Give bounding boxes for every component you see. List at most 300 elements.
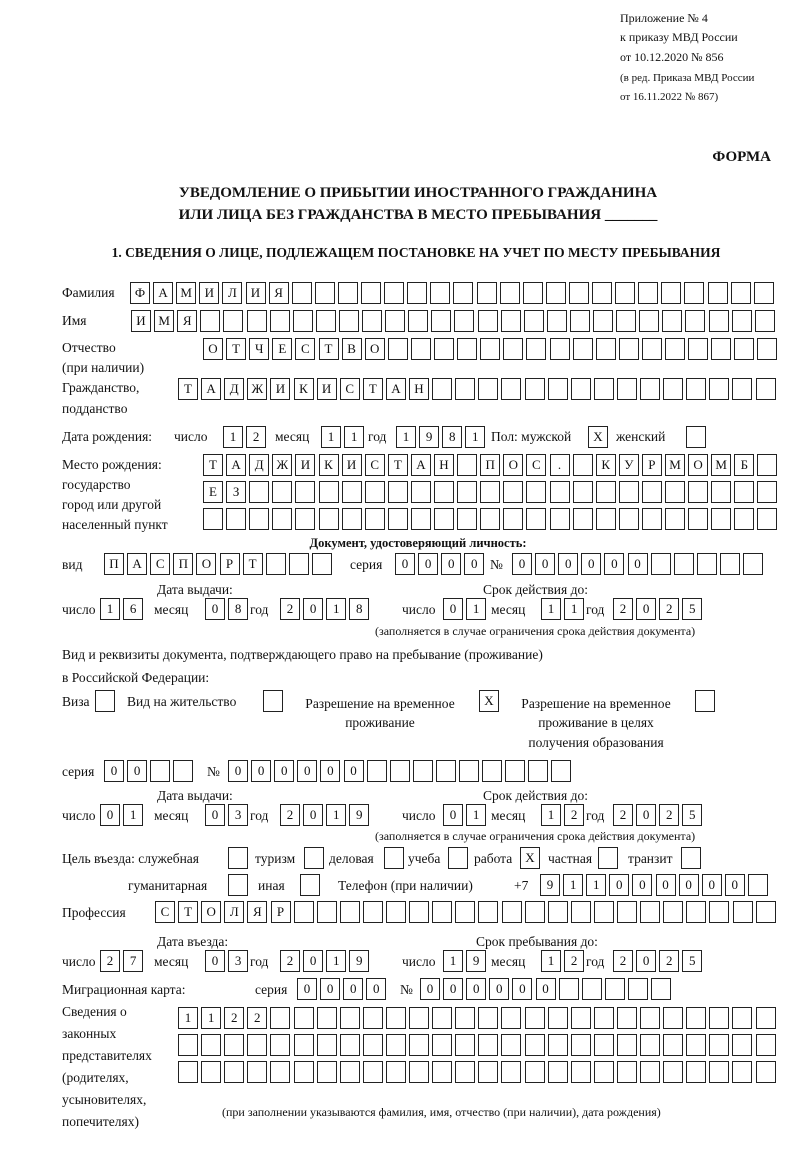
- cell-profession[interactable]: [502, 901, 522, 923]
- cell-stay-series[interactable]: [173, 760, 193, 782]
- cell-reps-2[interactable]: [732, 1034, 752, 1056]
- cell-phone[interactable]: 1: [586, 874, 606, 896]
- cell-mig-number[interactable]: 0: [466, 978, 486, 1000]
- cell-name[interactable]: [709, 310, 729, 332]
- cell-entry-year[interactable]: 2: [280, 950, 300, 972]
- cell-name[interactable]: [454, 310, 474, 332]
- cell-birth-place-3[interactable]: [249, 508, 269, 530]
- cell-citizenship[interactable]: [571, 378, 591, 400]
- cell-name[interactable]: [662, 310, 682, 332]
- checkbox-purpose-humanitarian[interactable]: [228, 874, 248, 896]
- cell-patronymic[interactable]: Т: [319, 338, 339, 360]
- cell-stay-number[interactable]: 0: [297, 760, 317, 782]
- cell-name[interactable]: [547, 310, 567, 332]
- cell-birth-place-3[interactable]: [319, 508, 339, 530]
- cell-stay-issue-day[interactable]: 0: [100, 804, 120, 826]
- cell-reps-1[interactable]: [548, 1007, 568, 1029]
- cell-surname[interactable]: [384, 282, 404, 304]
- cell-profession[interactable]: Р: [271, 901, 291, 923]
- cell-reps-3[interactable]: [432, 1061, 452, 1083]
- cell-surname[interactable]: [546, 282, 566, 304]
- cell-name[interactable]: [570, 310, 590, 332]
- cell-reps-3[interactable]: [224, 1061, 244, 1083]
- cell-birth-place-2[interactable]: [503, 481, 523, 503]
- cell-patronymic[interactable]: В: [342, 338, 362, 360]
- cell-birth-place-3[interactable]: [596, 508, 616, 530]
- cell-id-kind[interactable]: П: [104, 553, 124, 575]
- cell-phone[interactable]: 0: [632, 874, 652, 896]
- cell-citizenship[interactable]: А: [386, 378, 406, 400]
- cell-reps-2[interactable]: [432, 1034, 452, 1056]
- cell-stay-until-year[interactable]: 2: [613, 950, 633, 972]
- cell-reps-3[interactable]: [247, 1061, 267, 1083]
- cell-id-valid-year[interactable]: 2: [659, 598, 679, 620]
- cell-birth-place-2[interactable]: [734, 481, 754, 503]
- cell-citizenship[interactable]: [594, 378, 614, 400]
- cell-birth-place-1[interactable]: Б: [734, 454, 754, 476]
- cell-citizenship[interactable]: [640, 378, 660, 400]
- cell-surname[interactable]: [338, 282, 358, 304]
- cell-reps-1[interactable]: [478, 1007, 498, 1029]
- cell-profession[interactable]: [733, 901, 753, 923]
- cell-reps-2[interactable]: [455, 1034, 475, 1056]
- cell-patronymic[interactable]: [665, 338, 685, 360]
- cell-name[interactable]: [200, 310, 220, 332]
- cell-profession[interactable]: [640, 901, 660, 923]
- cell-id-kind[interactable]: [312, 553, 332, 575]
- cell-surname[interactable]: И: [246, 282, 266, 304]
- cell-reps-1[interactable]: [363, 1007, 383, 1029]
- cell-profession[interactable]: [294, 901, 314, 923]
- cell-id-valid-year[interactable]: 5: [682, 598, 702, 620]
- cell-birth-month[interactable]: 1: [321, 426, 341, 448]
- cell-id-issue-month[interactable]: 0: [205, 598, 225, 620]
- cell-patronymic[interactable]: [573, 338, 593, 360]
- cell-birth-place-1[interactable]: О: [688, 454, 708, 476]
- cell-reps-3[interactable]: [340, 1061, 360, 1083]
- cell-reps-3[interactable]: [548, 1061, 568, 1083]
- cell-birth-place-1[interactable]: О: [503, 454, 523, 476]
- cell-stay-number[interactable]: 0: [274, 760, 294, 782]
- cell-birth-place-1[interactable]: У: [619, 454, 639, 476]
- cell-phone[interactable]: 0: [656, 874, 676, 896]
- cell-surname[interactable]: Я: [269, 282, 289, 304]
- cell-birth-place-2[interactable]: [434, 481, 454, 503]
- cell-stay-number[interactable]: 0: [344, 760, 364, 782]
- cell-stay-valid-year[interactable]: 5: [682, 804, 702, 826]
- cell-birth-place-3[interactable]: [619, 508, 639, 530]
- cell-reps-1[interactable]: [317, 1007, 337, 1029]
- cell-reps-3[interactable]: [201, 1061, 221, 1083]
- cell-name[interactable]: [616, 310, 636, 332]
- cell-reps-1[interactable]: 1: [201, 1007, 221, 1029]
- cell-birth-place-3[interactable]: [734, 508, 754, 530]
- cell-reps-3[interactable]: [640, 1061, 660, 1083]
- cell-patronymic[interactable]: [503, 338, 523, 360]
- cell-birth-place-3[interactable]: [434, 508, 454, 530]
- cell-id-valid-day[interactable]: 1: [466, 598, 486, 620]
- cell-surname[interactable]: [731, 282, 751, 304]
- cell-reps-2[interactable]: [548, 1034, 568, 1056]
- cell-name[interactable]: [270, 310, 290, 332]
- cell-birth-place-3[interactable]: [573, 508, 593, 530]
- cell-profession[interactable]: Я: [247, 901, 267, 923]
- cell-patronymic[interactable]: [434, 338, 454, 360]
- cell-citizenship[interactable]: [709, 378, 729, 400]
- cell-name[interactable]: [385, 310, 405, 332]
- cell-patronymic[interactable]: Е: [272, 338, 292, 360]
- cell-id-valid-year[interactable]: 2: [613, 598, 633, 620]
- cell-stay-number[interactable]: [390, 760, 410, 782]
- cell-stay-number[interactable]: [459, 760, 479, 782]
- cell-id-number[interactable]: [674, 553, 694, 575]
- cell-id-issue-year[interactable]: 2: [280, 598, 300, 620]
- cell-birth-day[interactable]: 1: [223, 426, 243, 448]
- cell-reps-3[interactable]: [501, 1061, 521, 1083]
- cell-id-kind[interactable]: [266, 553, 286, 575]
- cell-patronymic[interactable]: О: [203, 338, 223, 360]
- cell-mig-series[interactable]: 0: [366, 978, 386, 1000]
- cell-birth-place-2[interactable]: [596, 481, 616, 503]
- cell-birth-place-1[interactable]: Ж: [272, 454, 292, 476]
- cell-citizenship[interactable]: [501, 378, 521, 400]
- cell-birth-place-1[interactable]: И: [342, 454, 362, 476]
- cell-id-number[interactable]: 0: [581, 553, 601, 575]
- cell-reps-3[interactable]: [317, 1061, 337, 1083]
- cell-birth-place-1[interactable]: П: [480, 454, 500, 476]
- cell-id-valid-month[interactable]: 1: [564, 598, 584, 620]
- cell-surname[interactable]: [661, 282, 681, 304]
- cell-birth-year[interactable]: 1: [396, 426, 416, 448]
- cell-reps-1[interactable]: [409, 1007, 429, 1029]
- cell-profession[interactable]: [455, 901, 475, 923]
- cell-birth-place-1[interactable]: Т: [388, 454, 408, 476]
- cell-reps-2[interactable]: [270, 1034, 290, 1056]
- cell-surname[interactable]: [615, 282, 635, 304]
- cell-mig-number[interactable]: 0: [420, 978, 440, 1000]
- cell-mig-number[interactable]: [559, 978, 579, 1000]
- cell-birth-place-2[interactable]: [665, 481, 685, 503]
- cell-birth-place-2[interactable]: [619, 481, 639, 503]
- cell-id-issue-month[interactable]: 8: [228, 598, 248, 620]
- cell-name[interactable]: [524, 310, 544, 332]
- cell-citizenship[interactable]: И: [270, 378, 290, 400]
- cell-id-kind[interactable]: С: [150, 553, 170, 575]
- checkbox-temp-residence-edu[interactable]: [695, 690, 715, 712]
- cell-id-series[interactable]: 0: [395, 553, 415, 575]
- cell-stay-issue-month[interactable]: 3: [228, 804, 248, 826]
- cell-citizenship[interactable]: [455, 378, 475, 400]
- cell-id-kind[interactable]: Р: [220, 553, 240, 575]
- cell-stay-number[interactable]: 0: [320, 760, 340, 782]
- cell-name[interactable]: [593, 310, 613, 332]
- cell-reps-1[interactable]: [756, 1007, 776, 1029]
- cell-citizenship[interactable]: [732, 378, 752, 400]
- cell-birth-place-1[interactable]: [573, 454, 593, 476]
- cell-surname[interactable]: [708, 282, 728, 304]
- cell-citizenship[interactable]: Н: [409, 378, 429, 400]
- cell-stay-until-month[interactable]: 1: [541, 950, 561, 972]
- cell-reps-1[interactable]: [732, 1007, 752, 1029]
- cell-birth-place-2[interactable]: [711, 481, 731, 503]
- cell-profession[interactable]: [363, 901, 383, 923]
- cell-citizenship[interactable]: [617, 378, 637, 400]
- cell-stay-series[interactable]: 0: [127, 760, 147, 782]
- cell-profession[interactable]: [686, 901, 706, 923]
- cell-stay-valid-year[interactable]: 0: [636, 804, 656, 826]
- cell-entry-day[interactable]: 7: [123, 950, 143, 972]
- cell-reps-2[interactable]: [686, 1034, 706, 1056]
- cell-birth-place-1[interactable]: Р: [642, 454, 662, 476]
- cell-surname[interactable]: [292, 282, 312, 304]
- cell-birth-place-1[interactable]: Т: [203, 454, 223, 476]
- cell-surname[interactable]: [638, 282, 658, 304]
- cell-reps-1[interactable]: [709, 1007, 729, 1029]
- cell-surname[interactable]: Л: [222, 282, 242, 304]
- cell-birth-place-2[interactable]: З: [226, 481, 246, 503]
- checkbox-purpose-transit[interactable]: [681, 847, 701, 869]
- cell-id-kind[interactable]: [289, 553, 309, 575]
- cell-profession[interactable]: [571, 901, 591, 923]
- checkbox-temp-residence[interactable]: X: [479, 690, 499, 712]
- cell-stay-number[interactable]: [505, 760, 525, 782]
- cell-birth-day[interactable]: 2: [246, 426, 266, 448]
- cell-stay-until-year[interactable]: 2: [659, 950, 679, 972]
- cell-profession[interactable]: [386, 901, 406, 923]
- cell-stay-issue-year[interactable]: 9: [349, 804, 369, 826]
- cell-birth-place-3[interactable]: [480, 508, 500, 530]
- cell-surname[interactable]: [569, 282, 589, 304]
- cell-birth-place-3[interactable]: [272, 508, 292, 530]
- cell-reps-1[interactable]: [525, 1007, 545, 1029]
- cell-birth-place-1[interactable]: М: [711, 454, 731, 476]
- cell-stay-series[interactable]: 0: [104, 760, 124, 782]
- cell-patronymic[interactable]: [411, 338, 431, 360]
- cell-citizenship[interactable]: [432, 378, 452, 400]
- cell-reps-2[interactable]: [617, 1034, 637, 1056]
- cell-surname[interactable]: [407, 282, 427, 304]
- cell-name[interactable]: Я: [177, 310, 197, 332]
- cell-profession[interactable]: Л: [224, 901, 244, 923]
- cell-name[interactable]: [362, 310, 382, 332]
- cell-stay-valid-month[interactable]: 2: [564, 804, 584, 826]
- cell-birth-place-3[interactable]: [711, 508, 731, 530]
- cell-id-issue-day[interactable]: 1: [100, 598, 120, 620]
- cell-citizenship[interactable]: А: [201, 378, 221, 400]
- cell-reps-2[interactable]: [594, 1034, 614, 1056]
- cell-id-issue-day[interactable]: 6: [123, 598, 143, 620]
- cell-reps-3[interactable]: [178, 1061, 198, 1083]
- cell-patronymic[interactable]: [526, 338, 546, 360]
- cell-id-kind[interactable]: О: [196, 553, 216, 575]
- cell-surname[interactable]: [315, 282, 335, 304]
- cell-reps-2[interactable]: [478, 1034, 498, 1056]
- cell-name[interactable]: [293, 310, 313, 332]
- cell-patronymic[interactable]: [757, 338, 777, 360]
- cell-reps-3[interactable]: [478, 1061, 498, 1083]
- cell-birth-place-3[interactable]: [388, 508, 408, 530]
- cell-stay-series[interactable]: [150, 760, 170, 782]
- cell-id-number[interactable]: 0: [604, 553, 624, 575]
- cell-reps-3[interactable]: [409, 1061, 429, 1083]
- cell-patronymic[interactable]: [388, 338, 408, 360]
- cell-reps-3[interactable]: [663, 1061, 683, 1083]
- cell-reps-3[interactable]: [686, 1061, 706, 1083]
- cell-id-number[interactable]: [720, 553, 740, 575]
- cell-reps-1[interactable]: [270, 1007, 290, 1029]
- cell-reps-3[interactable]: [386, 1061, 406, 1083]
- cell-mig-number[interactable]: 0: [443, 978, 463, 1000]
- cell-id-series[interactable]: 0: [418, 553, 438, 575]
- cell-reps-2[interactable]: [294, 1034, 314, 1056]
- cell-birth-year[interactable]: 8: [442, 426, 462, 448]
- cell-id-series[interactable]: 0: [441, 553, 461, 575]
- cell-birth-place-1[interactable]: С: [365, 454, 385, 476]
- cell-name[interactable]: И: [131, 310, 151, 332]
- cell-id-kind[interactable]: Т: [243, 553, 263, 575]
- cell-birth-place-2[interactable]: [319, 481, 339, 503]
- cell-entry-day[interactable]: 2: [100, 950, 120, 972]
- cell-patronymic[interactable]: С: [295, 338, 315, 360]
- checkbox-sex-female[interactable]: [686, 426, 706, 448]
- cell-reps-3[interactable]: [525, 1061, 545, 1083]
- cell-mig-number[interactable]: 0: [536, 978, 556, 1000]
- cell-reps-2[interactable]: [317, 1034, 337, 1056]
- checkbox-purpose-tourism[interactable]: [304, 847, 324, 869]
- cell-mig-series[interactable]: 0: [343, 978, 363, 1000]
- cell-birth-month[interactable]: 1: [344, 426, 364, 448]
- cell-birth-place-2[interactable]: [249, 481, 269, 503]
- cell-profession[interactable]: [317, 901, 337, 923]
- cell-name[interactable]: [685, 310, 705, 332]
- cell-reps-1[interactable]: [340, 1007, 360, 1029]
- cell-patronymic[interactable]: [642, 338, 662, 360]
- cell-name[interactable]: [408, 310, 428, 332]
- cell-stay-number[interactable]: [551, 760, 571, 782]
- cell-phone[interactable]: 0: [702, 874, 722, 896]
- cell-profession[interactable]: [478, 901, 498, 923]
- cell-id-number[interactable]: 0: [535, 553, 555, 575]
- cell-birth-place-1[interactable]: А: [411, 454, 431, 476]
- cell-profession[interactable]: [409, 901, 429, 923]
- cell-id-issue-year[interactable]: 1: [326, 598, 346, 620]
- cell-reps-2[interactable]: [178, 1034, 198, 1056]
- cell-birth-place-2[interactable]: [642, 481, 662, 503]
- cell-id-number[interactable]: [697, 553, 717, 575]
- cell-citizenship[interactable]: [663, 378, 683, 400]
- cell-citizenship[interactable]: [525, 378, 545, 400]
- cell-birth-place-1[interactable]: [457, 454, 477, 476]
- cell-phone[interactable]: 0: [679, 874, 699, 896]
- cell-citizenship[interactable]: С: [340, 378, 360, 400]
- cell-id-number[interactable]: 0: [628, 553, 648, 575]
- cell-birth-place-1[interactable]: Д: [249, 454, 269, 476]
- cell-stay-number[interactable]: [413, 760, 433, 782]
- cell-surname[interactable]: [592, 282, 612, 304]
- cell-birth-place-3[interactable]: [642, 508, 662, 530]
- cell-birth-place-3[interactable]: [503, 508, 523, 530]
- cell-name[interactable]: [339, 310, 359, 332]
- cell-birth-place-2[interactable]: [757, 481, 777, 503]
- cell-citizenship[interactable]: К: [294, 378, 314, 400]
- cell-birth-place-3[interactable]: [457, 508, 477, 530]
- cell-birth-place-3[interactable]: [342, 508, 362, 530]
- cell-id-number[interactable]: 0: [558, 553, 578, 575]
- cell-reps-1[interactable]: [386, 1007, 406, 1029]
- cell-birth-place-2[interactable]: [480, 481, 500, 503]
- cell-reps-1[interactable]: [501, 1007, 521, 1029]
- cell-reps-1[interactable]: [640, 1007, 660, 1029]
- cell-profession[interactable]: [594, 901, 614, 923]
- cell-reps-3[interactable]: [270, 1061, 290, 1083]
- cell-patronymic[interactable]: [480, 338, 500, 360]
- checkbox-purpose-study[interactable]: [448, 847, 468, 869]
- cell-reps-1[interactable]: [455, 1007, 475, 1029]
- cell-stay-issue-year[interactable]: 1: [326, 804, 346, 826]
- cell-name[interactable]: [431, 310, 451, 332]
- cell-birth-place-2[interactable]: [365, 481, 385, 503]
- cell-reps-1[interactable]: 2: [247, 1007, 267, 1029]
- cell-citizenship[interactable]: [686, 378, 706, 400]
- cell-phone[interactable]: 0: [609, 874, 629, 896]
- cell-patronymic[interactable]: [550, 338, 570, 360]
- cell-stay-until-day[interactable]: 9: [466, 950, 486, 972]
- cell-reps-1[interactable]: [617, 1007, 637, 1029]
- cell-id-number[interactable]: [743, 553, 763, 575]
- cell-birth-place-3[interactable]: [550, 508, 570, 530]
- cell-stay-number[interactable]: [436, 760, 456, 782]
- cell-surname[interactable]: М: [176, 282, 196, 304]
- cell-birth-place-2[interactable]: [411, 481, 431, 503]
- cell-reps-1[interactable]: [571, 1007, 591, 1029]
- cell-surname[interactable]: [453, 282, 473, 304]
- cell-name[interactable]: [732, 310, 752, 332]
- cell-profession[interactable]: [525, 901, 545, 923]
- cell-surname[interactable]: [361, 282, 381, 304]
- cell-reps-3[interactable]: [571, 1061, 591, 1083]
- cell-name[interactable]: [247, 310, 267, 332]
- cell-reps-2[interactable]: [340, 1034, 360, 1056]
- cell-profession[interactable]: [756, 901, 776, 923]
- cell-birth-place-3[interactable]: [665, 508, 685, 530]
- cell-birth-place-2[interactable]: [295, 481, 315, 503]
- cell-phone[interactable]: 1: [563, 874, 583, 896]
- cell-profession[interactable]: [617, 901, 637, 923]
- cell-stay-valid-day[interactable]: 0: [443, 804, 463, 826]
- cell-mig-number[interactable]: [582, 978, 602, 1000]
- cell-mig-number[interactable]: [605, 978, 625, 1000]
- cell-patronymic[interactable]: Т: [226, 338, 246, 360]
- cell-stay-issue-day[interactable]: 1: [123, 804, 143, 826]
- cell-surname[interactable]: А: [153, 282, 173, 304]
- cell-reps-1[interactable]: [686, 1007, 706, 1029]
- cell-reps-2[interactable]: [201, 1034, 221, 1056]
- cell-birth-year[interactable]: 9: [419, 426, 439, 448]
- cell-reps-3[interactable]: [709, 1061, 729, 1083]
- cell-reps-2[interactable]: [363, 1034, 383, 1056]
- cell-reps-1[interactable]: 1: [178, 1007, 198, 1029]
- cell-birth-place-1[interactable]: С: [526, 454, 546, 476]
- cell-reps-2[interactable]: [409, 1034, 429, 1056]
- cell-surname[interactable]: [523, 282, 543, 304]
- cell-stay-issue-year[interactable]: 2: [280, 804, 300, 826]
- cell-citizenship[interactable]: Т: [178, 378, 198, 400]
- cell-stay-valid-day[interactable]: 1: [466, 804, 486, 826]
- cell-patronymic[interactable]: [596, 338, 616, 360]
- cell-patronymic[interactable]: [688, 338, 708, 360]
- cell-profession[interactable]: [709, 901, 729, 923]
- cell-citizenship[interactable]: Т: [363, 378, 383, 400]
